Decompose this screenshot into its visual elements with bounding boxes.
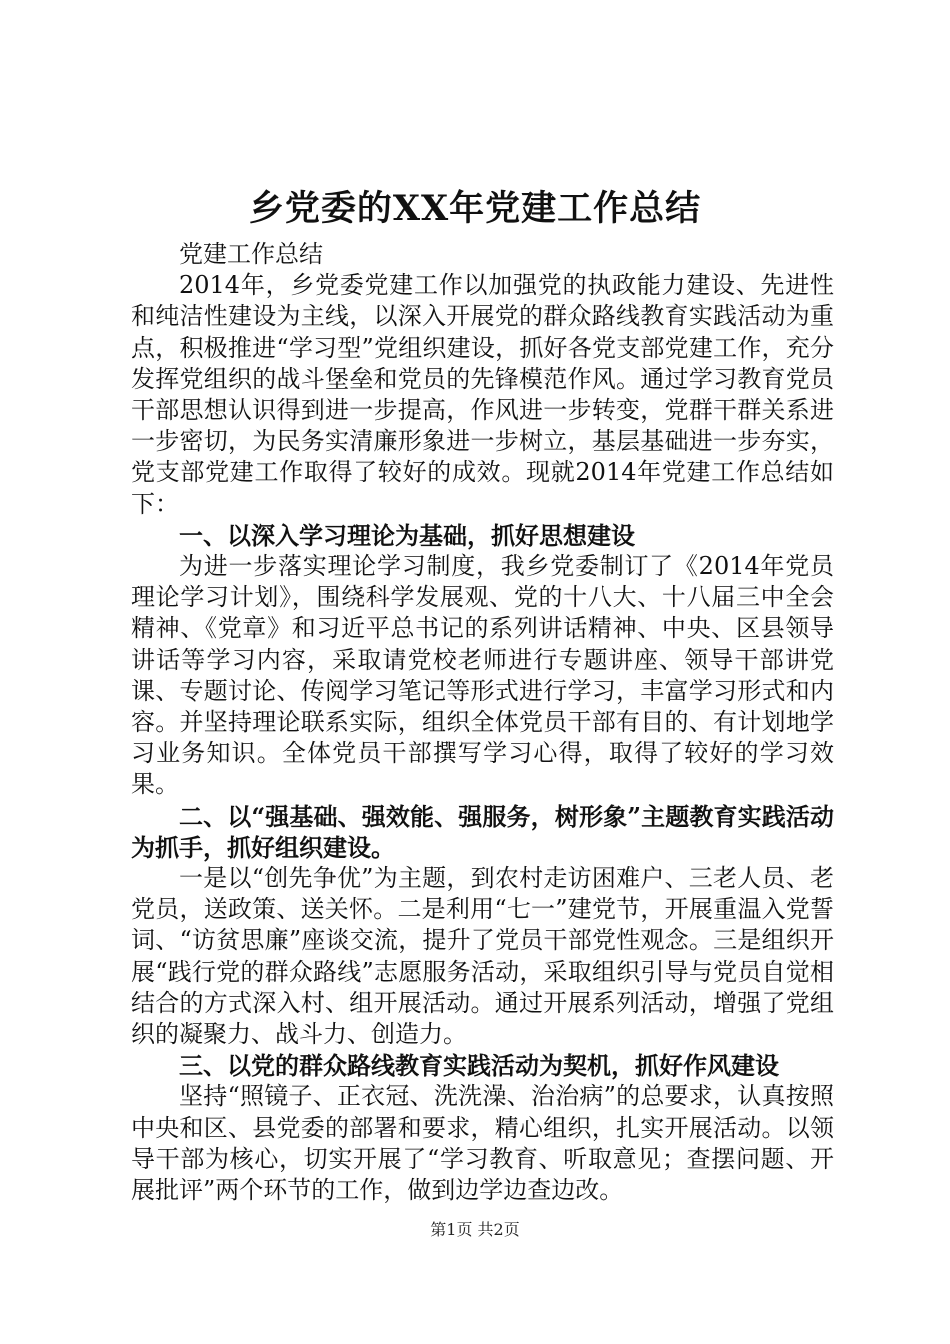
document-body [131, 239, 834, 1206]
section-heading-3: 三、以党的群众路线教育实践活动为契机，抓好作风建设 [179, 1051, 779, 1081]
subtitle-paragraph: 党建工作总结 [179, 240, 323, 268]
section-paragraph-3: 坚持“照镜子、正衣冠、洗洗澡、治治病”的总要求，认真按照中央和区、县党委的部署和要求，精心组织，扎实开展活动。以领导干部为核心，切实开展了“学习教育、听取意见；查摆问题、开展批评”两个环节的工作，做到边学边查边改。 [131, 1082, 834, 1205]
page-number-footer: 第1页 共2页 [430, 1220, 520, 1239]
section-paragraph-1: 为进一步落实理论学习制度，我乡党委制订了《2014年党员理论学习计划》，围绕科学发展观、党的十八大、十八届三中全会精神、《党章》和习近平总书记的系列讲话精神、中央、区县领导讲话等学习内容，采取请党校老师进行专题讲座、领导干部讲党课、专题讨论、传阅学习笔记等形式进行学习，丰富学习形式和内容。并坚持理论联系实际，组织全体党员干部有目的、有计划地学习业务知识。全体党员干部撰写学习心得，取得了较好的学习效果。 [131, 552, 834, 799]
section-paragraph-2: 一是以“创先争优”为主题，到农村走访困难户、三老人员、老党员，送政策、送关怀。二是利用“七一”建党节，开展重温入党誓词、“访贫思廉”座谈交流，提升了党员干部党性观念。三是组织开展“践行党的群众路线”志愿服务活动，采取组织引导与党员自觉相结合的方式深入村、组开展活动。通过开展系列活动，增强了党组织的凝聚力、战斗力、创造力。 [131, 864, 834, 1049]
section-heading-1: 一、以深入学习理论为基础，抓好思想建设 [179, 520, 635, 550]
section-heading-2: 二、以“强基础、强效能、强服务，树形象”主题教育实践活动为抓手，抓好组织建设。 [131, 801, 834, 862]
document-title: 乡党委的XX年党建工作总结 [248, 188, 702, 229]
intro-paragraph: 2014年，乡党委党建工作以加强党的执政能力建设、先进性和纯洁性建设为主线，以深入开展党的群众路线教育实践活动为重点，积极推进“学习型”党组织建设，抓好各党支部党建工作，充分发挥党组织的战斗堡垒和党员的先锋模范作风。通过学习教育党员干部思想认识得到进一步提高，作风进一步转变，党群干群关系进一步密切，为民务实清廉形象进一步树立，基层基础进一步夯实，党支部党建工作取得了较好的成效。现就2014年党建工作总结如下： [131, 271, 834, 518]
